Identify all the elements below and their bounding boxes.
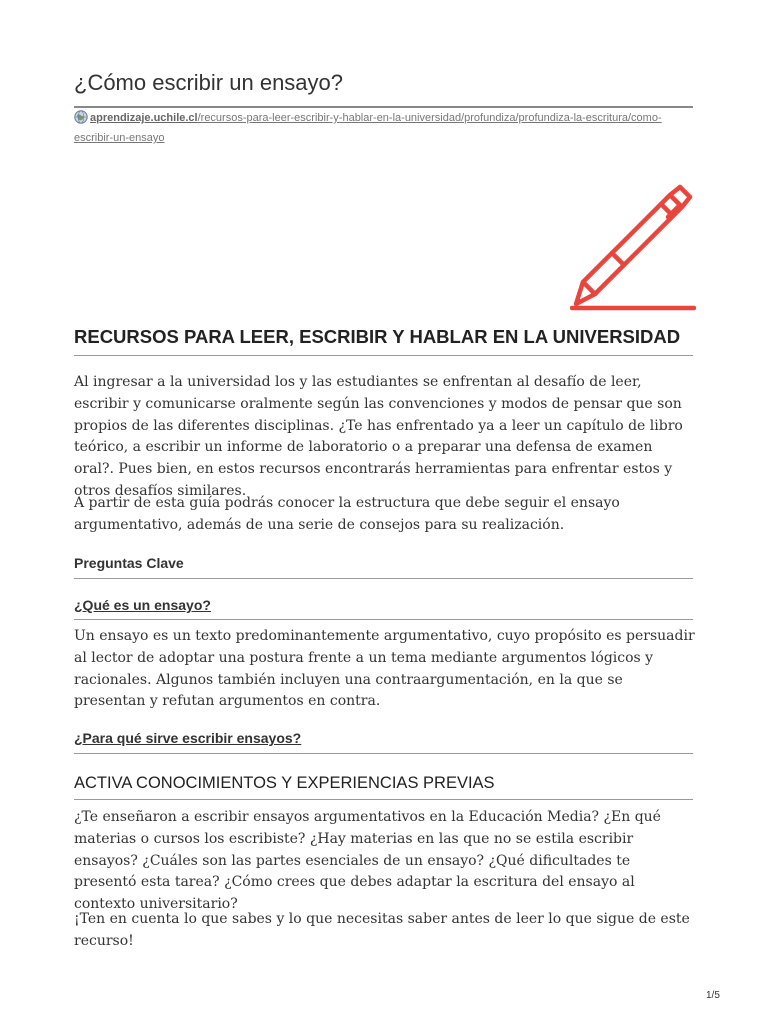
- question-why-write-essays[interactable]: ¿Para qué sirve escribir ensayos?: [74, 730, 302, 746]
- source-path[interactable]: /recursos-para-leer-escribir-y-hablar-en-la-universidad/profundiza/profundiza-la-escritura/como-escribir-un-ensayo: [74, 112, 662, 144]
- main-heading: RECURSOS PARA LEER, ESCRIBIR Y HABLAR EN LA UNIVERSIDAD: [74, 326, 681, 347]
- globe-icon: [74, 110, 88, 130]
- key-questions-divider: [74, 578, 693, 579]
- activate-questions-paragraph: ¿Te enseñaron a escribir ensayos argumentativos en la Educación Media? ¿En qué materias o cursos los escribiste? ¿Hay materias en las que no se estila escribir ensayos? ¿Cuáles son las partes esenciales de un ensayo? ¿Qué dificultades te presentó esta tarea? ¿Cómo crees que debes adaptar la escritura del ensayo al contexto universitario?: [74, 809, 661, 913]
- question-what-is-essay[interactable]: ¿Qué es un ensayo?: [74, 597, 211, 613]
- question-2-divider: [74, 753, 693, 754]
- key-questions-heading: Preguntas Clave: [74, 555, 184, 571]
- source-url[interactable]: [74, 110, 693, 147]
- pen-writing-icon: [570, 183, 696, 316]
- essay-definition-paragraph: Un ensayo es un texto predominantemente argumentativo, cuyo propósito es persuadir al lector de adoptar una postura frente a un tema mediante argumentos lógicos y racionales. Algunos también incluyen una contraargumentación, en la que se presentan y refutan argumentos en contra.: [74, 628, 695, 710]
- main-heading-divider: [74, 355, 693, 356]
- source-host[interactable]: aprendizaje.uchile.cl: [90, 112, 198, 124]
- page-number: 1/5: [706, 990, 720, 1001]
- question-1-divider: [74, 619, 693, 620]
- title-divider: [74, 106, 693, 108]
- activate-heading: ACTIVA CONOCIMIENTOS Y EXPERIENCIAS PREVIAS: [74, 774, 495, 792]
- intro-paragraph: Al ingresar a la universidad los y las estudiantes se enfrentan al desafío de leer, escribir y comunicarse oralmente según las convenciones y modos de pensar que son propios de las diferentes disciplinas. ¿Te has enfrentado ya a leer un capítulo de libro teórico, a escribir un informe de laboratorio o a preparar una defensa de examen oral?. Pues bien, en estos recursos encontrarás herramientas para enfrentar estos y otros desafíos similares.: [74, 374, 683, 499]
- guide-paragraph: A partir de esta guía podrás conocer la estructura que debe seguir el ensayo argumentativo, además de una serie de consejos para su realización.: [74, 495, 620, 533]
- activate-heading-divider: [74, 799, 693, 800]
- activate-closing-paragraph: ¡Ten en cuenta lo que sabes y lo que necesitas saber antes de leer lo que sigue de este recurso!: [74, 911, 690, 949]
- page-title: ¿Cómo escribir un ensayo?: [74, 70, 344, 95]
